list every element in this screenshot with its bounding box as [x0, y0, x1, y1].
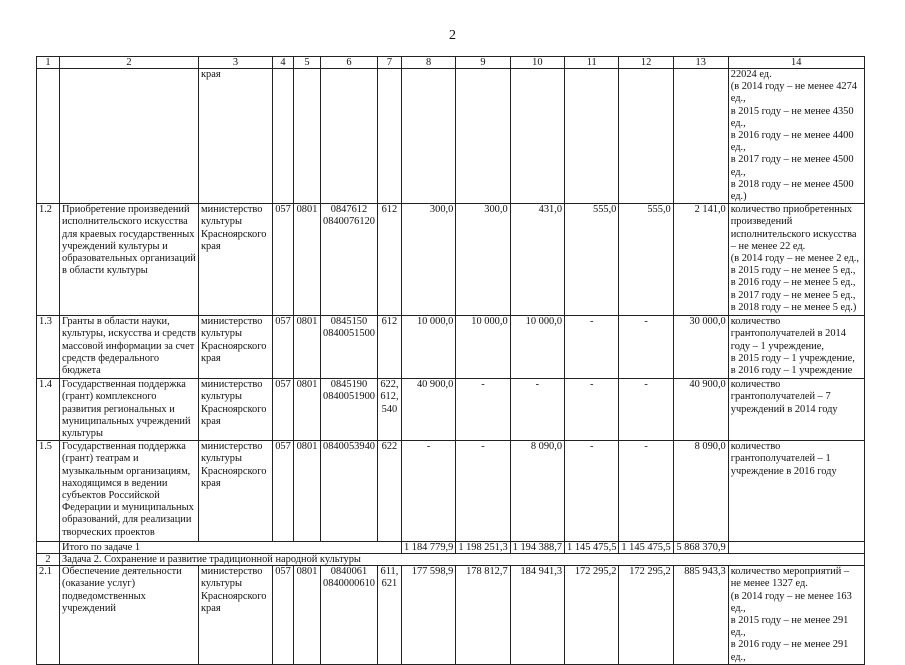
header-cell: 9 [456, 57, 510, 69]
target-code: 0845150 0840051500 [321, 316, 378, 379]
result-cell: количество грантополучателей – 1 учреждение в 2016 году [728, 441, 864, 542]
grbs-code: 057 [273, 566, 294, 665]
task-title: Задача 2. Сохранение и развитие традиционной народной культуры [60, 554, 865, 566]
table-row [37, 441, 865, 542]
amount-2018: - [619, 379, 673, 441]
header-cell: 6 [321, 57, 378, 69]
amount-2016: - [510, 379, 564, 441]
result-cell: количество грантополучателей в 2014 году – 1 учреждение, в 2015 году – 1 учреждение, в 2016 году – 1 учреждение [728, 316, 864, 379]
expense-type: 622 [377, 441, 401, 542]
amount-2018: - [619, 441, 673, 542]
amount-2016: 431,0 [510, 204, 564, 316]
row-number: 2.1 [37, 566, 60, 665]
header-cell: 1 [37, 57, 60, 69]
expense-type: 622, 612, 540 [377, 379, 401, 441]
amount-total: 885 943,3 [673, 566, 728, 665]
amount-2015: 10 000,0 [456, 316, 510, 379]
continuation-row [37, 69, 865, 204]
section-code: 0801 [294, 441, 321, 542]
expense-type: 612 [377, 316, 401, 379]
grbs-cell: министерство культуры Красноярского края [199, 379, 273, 441]
task-row [37, 554, 865, 566]
amount-2015: - [456, 441, 510, 542]
section-code: 0801 [294, 316, 321, 379]
grbs-cell: министерство культуры Красноярского края [199, 316, 273, 379]
header-cell: 7 [377, 57, 401, 69]
total-2018: 1 145 475,5 [619, 542, 673, 554]
amount-2016: 10 000,0 [510, 316, 564, 379]
amount-2016: 8 090,0 [510, 441, 564, 542]
column-number-row [37, 57, 865, 69]
result-cell: количество грантополучателей – 7 учреждений в 2014 году [728, 379, 864, 441]
header-cell: 14 [728, 57, 864, 69]
amount-2016: 184 941,3 [510, 566, 564, 665]
section-code: 0801 [294, 204, 321, 316]
activity-name: Государственная поддержка (грант) театрам и музыкальным организациям, находящимся в ведении субъектов Российской Федерации и муниципальных образований, для реализации творческих проектов [60, 441, 199, 542]
amount-total: 40 900,0 [673, 379, 728, 441]
expense-type: 612 [377, 204, 401, 316]
total-all: 5 868 370,9 [673, 542, 728, 554]
table-row [37, 204, 865, 316]
grbs-code: 057 [273, 441, 294, 542]
amount-2018: 172 295,2 [619, 566, 673, 665]
amount-2017: 555,0 [565, 204, 619, 316]
amount-total: 8 090,0 [673, 441, 728, 542]
table-row [37, 566, 865, 665]
header-cell: 10 [510, 57, 564, 69]
amount-2014: 40 900,0 [401, 379, 455, 441]
amount-2015: 300,0 [456, 204, 510, 316]
result-cell: количество приобретенных произведений исполнительского искусства – не менее 22 ед. (в 2014 году – не менее 2 ед., в 2015 году – не менее 5 ед., в 2016 году – не менее 5 ед., в 2017 году – не менее 5 ед., в 2018 году – не менее 5 ед.) [728, 204, 864, 316]
header-cell: 11 [565, 57, 619, 69]
amount-2014: 177 598,9 [401, 566, 455, 665]
amount-2017: - [565, 379, 619, 441]
total-2016: 1 194 388,7 [510, 542, 564, 554]
header-cell: 3 [199, 57, 273, 69]
grbs-code: 057 [273, 379, 294, 441]
row-number: 1.3 [37, 316, 60, 379]
section-code: 0801 [294, 566, 321, 665]
grbs-cell: министерство культуры Красноярского края [199, 204, 273, 316]
expense-type: 611, 621 [377, 566, 401, 665]
grbs-code: 057 [273, 204, 294, 316]
row-number: 1.2 [37, 204, 60, 316]
amount-2015: - [456, 379, 510, 441]
header-cell: 2 [60, 57, 199, 69]
table-row [37, 379, 865, 441]
result-cell: 22024 ед. (в 2014 году – не менее 4274 ед., в 2015 году – не менее 4350 ед., в 2016 году – не менее 4400 ед., в 2017 году – не менее 4500 ед., в 2018 году – не менее 4500 ед.) [728, 69, 864, 204]
grbs-code: 057 [273, 316, 294, 379]
amount-2014: 300,0 [401, 204, 455, 316]
grbs-cell: министерство культуры Красноярского края [199, 566, 273, 665]
amount-2014: - [401, 441, 455, 542]
total-row [37, 542, 865, 554]
header-cell: 13 [673, 57, 728, 69]
header-cell: 5 [294, 57, 321, 69]
amount-2017: - [565, 441, 619, 542]
amount-2017: - [565, 316, 619, 379]
grbs-cell: министерство культуры Красноярского края [199, 441, 273, 542]
amount-total: 30 000,0 [673, 316, 728, 379]
total-label: Итого по задаче 1 [60, 542, 402, 554]
total-2015: 1 198 251,3 [456, 542, 510, 554]
target-code: 0847612 0840076120 [321, 204, 378, 316]
row-number: 1.4 [37, 379, 60, 441]
header-cell: 4 [273, 57, 294, 69]
amount-2018: 555,0 [619, 204, 673, 316]
total-2014: 1 184 779,9 [401, 542, 455, 554]
amount-2017: 172 295,2 [565, 566, 619, 665]
task-number: 2 [37, 554, 60, 566]
amount-2014: 10 000,0 [401, 316, 455, 379]
row-number: 1.5 [37, 441, 60, 542]
header-cell: 8 [401, 57, 455, 69]
activity-name: Гранты в области науки, культуры, искусства и средств массовой информации за счет средств федерального бюджета [60, 316, 199, 379]
header-cell: 12 [619, 57, 673, 69]
activity-name: Обеспечение деятельности (оказание услуг) подведомственных учреждений [60, 566, 199, 665]
target-code: 0845190 0840051900 [321, 379, 378, 441]
section-code: 0801 [294, 379, 321, 441]
program-table [36, 56, 865, 665]
page-number: 2 [449, 28, 456, 43]
activity-name: Приобретение произведений исполнительского искусства для краевых государственных учреждений культуры и образовательных организаций в области культуры [60, 204, 199, 316]
result-cell: количество мероприятий – не менее 1327 ед. (в 2014 году – не менее 163 ед., в 2015 году – не менее 291 ед., в 2016 году – не менее 291 ед., [728, 566, 864, 665]
total-2017: 1 145 475,5 [565, 542, 619, 554]
target-code: 0840061 0840000610 [321, 566, 378, 665]
amount-total: 2 141,0 [673, 204, 728, 316]
activity-name: Государственная поддержка (грант) комплексного развития региональных и муниципальных учреждений культуры [60, 379, 199, 441]
table-row [37, 316, 865, 379]
amount-2015: 178 812,7 [456, 566, 510, 665]
amount-2018: - [619, 316, 673, 379]
target-code: 0840053940 [321, 441, 378, 542]
grbs-cell: края [199, 69, 273, 204]
